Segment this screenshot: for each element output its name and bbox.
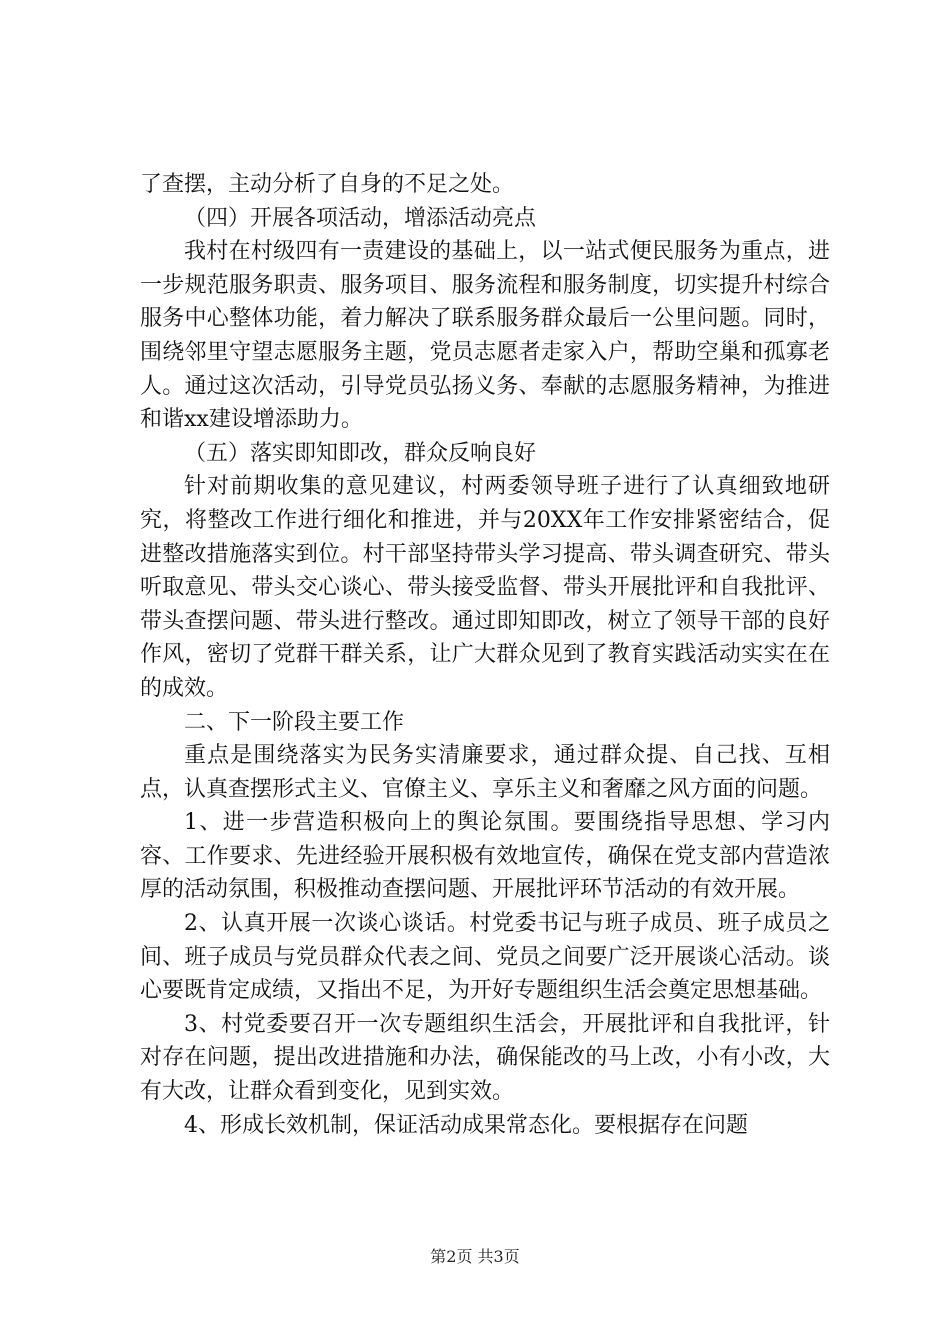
paragraph: 我村在村级四有一责建设的基础上，以一站式便民服务为重点，进一步规范服务职责、服务项目、服务流程和服务制度，切实提升村综合服务中心整体功能，着力解决了联系服务群众最后一公里问题。同时，围绕邻里守望志愿服务主题，党员志愿者走家入户，帮助空巢和孤寡老人。通过这次活动，引导党员弘扬义务、奉献的志愿服务精神，为推进和谐xx建设增添助力。 bbox=[140, 239, 830, 433]
list-item: 1、进一步营造积极向上的舆论氛围。要围绕指导思想、学习内容、工作要求、先进经验开展积极有效地宣传，确保在党支部内营造浓厚的活动氛围，积极推动查摆问题、开展批评环节活动的有效开展。 bbox=[140, 810, 830, 903]
section-heading: 二、下一阶段主要工作 bbox=[184, 709, 405, 735]
page-number: 第2页 共3页 bbox=[430, 1247, 520, 1266]
document-body bbox=[140, 168, 830, 1142]
paragraph: 重点是围绕落实为民务实清廉要求，通过群众提、自己找、互相点，认真查摆形式主义、官僚主义、享乐主义和奢靡之风方面的问题。 bbox=[140, 743, 830, 802]
section-heading: （四）开展各项活动，增添活动亮点 bbox=[184, 205, 537, 231]
list-item: 2、认真开展一次谈心谈话。村党委书记与班子成员、班子成员之间、班子成员与党员群众代表之间、党员之间要广泛开展谈心活动。谈心要既肯定成绩，又指出不足，为开好专题组织生活会奠定思想基础。 bbox=[140, 911, 830, 1004]
paragraph: 针对前期收集的意见建议，村两委领导班子进行了认真细致地研究，将整改工作进行细化和推进，并与20XX年工作安排紧密结合，促进整改措施落实到位。村干部坚持带头学习提高、带头调查研究、带头听取意见、带头交心谈心、带头接受监督、带头开展批评和自我批评、带头查摆问题、带头进行整改。通过即知即改，树立了领导干部的良好作风，密切了党群干群关系，让广大群众见到了教育实践活动实实在在的成效。 bbox=[140, 474, 830, 701]
section-heading: （五）落实即知即改，群众反响良好 bbox=[184, 440, 537, 466]
paragraph: 了查摆，主动分析了自身的不足之处。 bbox=[140, 172, 515, 197]
list-item: 4、形成长效机制，保证活动成果常态化。要根据存在问题 bbox=[184, 1112, 748, 1138]
list-item: 3、村党委要召开一次专题组织生活会，开展批评和自我批评，针对存在问题，提出改进措施和办法，确保能改的马上改，小有小改，大有大改，让群众看到变化，见到实效。 bbox=[140, 1011, 830, 1105]
